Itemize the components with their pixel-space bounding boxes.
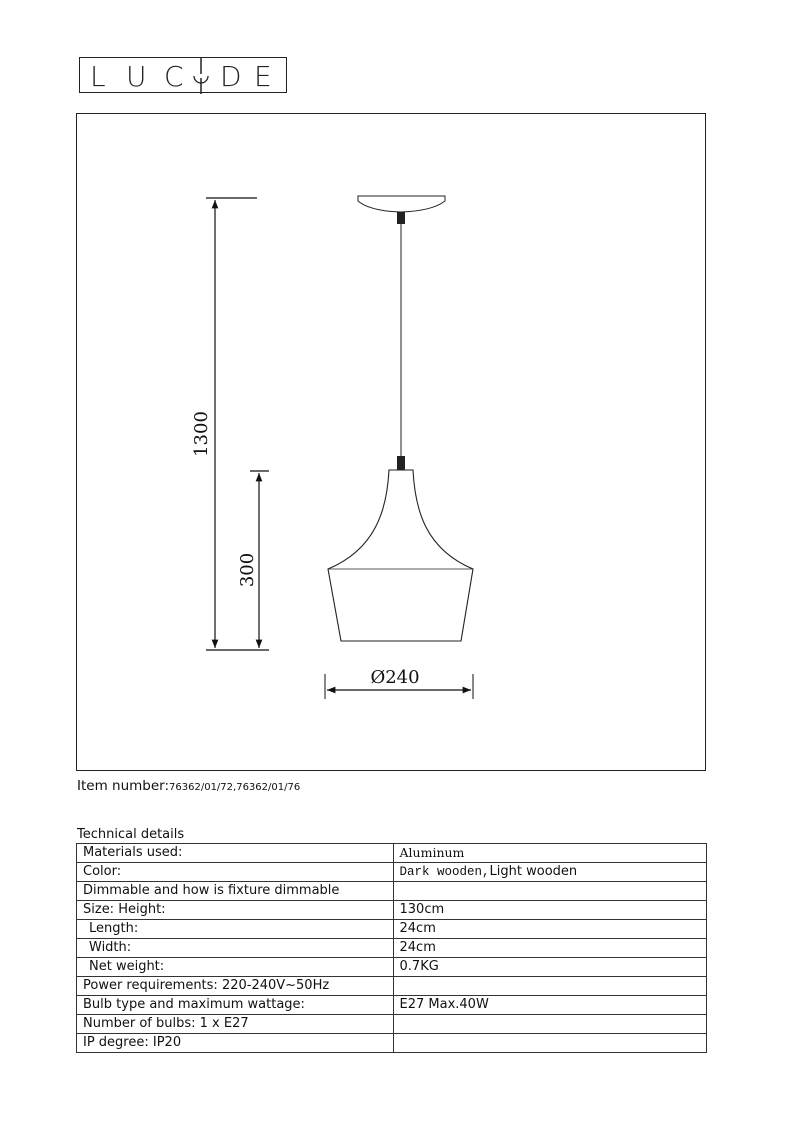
item-number-label: Item number: [77, 778, 170, 794]
table-row [77, 996, 707, 1015]
row-value [393, 1015, 706, 1034]
diameter-dimension-label: Ø240 [370, 667, 420, 688]
logo-letter-d: D [220, 60, 242, 93]
height-dimension-label: 1300 [191, 411, 212, 457]
table-row [77, 844, 707, 863]
item-number-value: 76362/01/72,76362/01/76 [169, 782, 301, 793]
drawing-frame [76, 113, 706, 771]
row-label: Dimmable and how is fixture dimmable [77, 882, 394, 901]
row-label: IP degree: IP20 [77, 1034, 394, 1053]
logo-letter-c: C [164, 60, 184, 93]
row-value [393, 863, 706, 882]
lamp-shade [328, 456, 473, 641]
table-row [77, 977, 707, 996]
row-label: Width: [77, 939, 394, 958]
row-value: 0.7KG [393, 958, 706, 977]
table-row [77, 882, 707, 901]
table-row [77, 1034, 707, 1053]
logo-letter-e: E [254, 60, 272, 93]
row-value: 24cm [393, 920, 706, 939]
row-label: Net weight: [77, 958, 394, 977]
color-value-light: Light wooden [489, 864, 578, 879]
logo-lamp-i [194, 58, 208, 94]
logo-letter-u: U [126, 60, 147, 93]
table-row [77, 939, 707, 958]
row-label: Number of bulbs: 1 x E27 [77, 1015, 394, 1034]
row-label: Materials used: [77, 844, 394, 863]
brand-logo [79, 57, 287, 93]
table-row [77, 958, 707, 977]
row-value: 130cm [393, 901, 706, 920]
row-value: Aluminum [393, 844, 706, 863]
technical-details-table [76, 843, 707, 1053]
color-value-dark: Dark wooden, [399, 865, 490, 879]
table-row [77, 920, 707, 939]
row-label: Length: [77, 920, 394, 939]
shade-height-dimension-label: 300 [237, 552, 258, 588]
shade-height-dimension [237, 471, 269, 648]
row-value [393, 882, 706, 901]
row-label: Color: [77, 863, 394, 882]
row-value: E27 Max.40W [393, 996, 706, 1015]
row-value [393, 1034, 706, 1053]
logo-letter-l: L [90, 60, 106, 93]
row-label: Bulb type and maximum wattage: [77, 996, 394, 1015]
row-label: Size: Height: [77, 901, 394, 920]
table-row [77, 863, 707, 882]
row-label: Power requirements: 220-240V~50Hz [77, 977, 394, 996]
table-row [77, 1015, 707, 1034]
technical-details-title: Technical details [77, 827, 185, 842]
ceiling-canopy [358, 196, 445, 224]
diameter-dimension [325, 667, 473, 699]
item-number [77, 778, 300, 794]
table-row [77, 901, 707, 920]
row-value: 24cm [393, 939, 706, 958]
row-value [393, 977, 706, 996]
